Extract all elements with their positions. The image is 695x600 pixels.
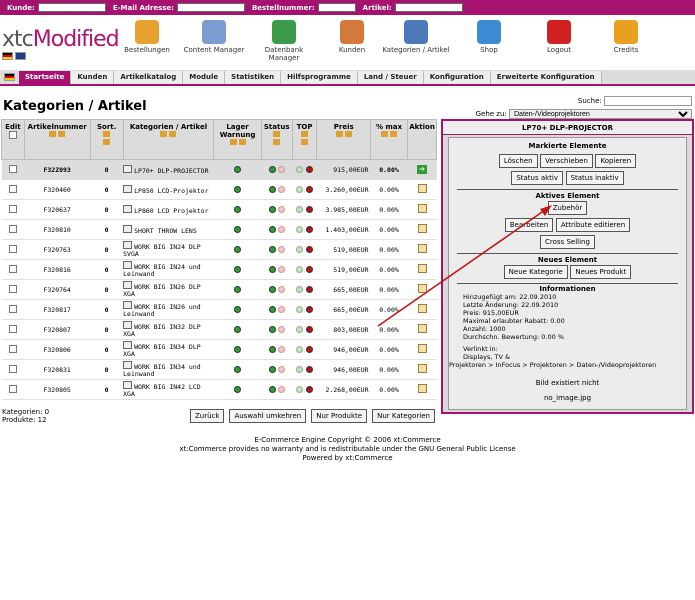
nav-label: Shop [480,46,498,54]
info-line: Letzte Änderung: 22.09.2010 [463,301,559,309]
tab-7[interactable]: Konfiguration [424,71,491,84]
table-button-3[interactable]: Nur Kategorien [372,409,435,423]
sort-order: 0 [90,240,123,260]
article-label: Artikel: [362,3,392,12]
sort-order: 0 [90,160,123,180]
price: 665,00EUR [317,300,371,320]
table-summary: Kategorien: 0 Produkte: 12 [2,408,50,424]
status-active-button[interactable]: Status aktiv [511,171,563,185]
tab-2[interactable]: Artikelkatalog [114,71,183,84]
max-discount: 0.00% [370,240,407,260]
tab-8[interactable]: Erweiterte Konfiguration [491,71,602,84]
article-number: F320831 [24,360,90,380]
marked-heading: Markierte Elemente [528,142,607,150]
price: 946,00EUR [317,340,371,360]
max-discount: 0.00% [370,340,407,360]
col-stock[interactable]: Lager Warnung [214,120,261,160]
article-number: F320807 [24,320,90,340]
price: 2.268,00EUR [317,380,371,400]
col-price[interactable]: Preis [317,120,371,160]
info-line: Hinzugefügt am: 22.09.2010 [463,293,557,301]
nav-label: Logout [547,46,571,54]
copy-button[interactable]: Kopieren [595,154,636,168]
nav-label: Bestellungen [124,46,170,54]
max-discount: 0.00% [370,200,407,220]
col-category[interactable]: Kategorien / Artikel [123,120,214,160]
image-filename: no_image.jpg [543,394,592,402]
info-line: Anzahl: 1000 [463,325,506,333]
sort-order: 0 [90,300,123,320]
table-button-1[interactable]: Auswahl umkehren [229,409,306,423]
info-line: Preis: 915,00EUR [463,309,519,317]
order-label: Bestellnummer: [251,3,315,12]
goto-label: Gehe zu: [475,110,507,118]
product-name: WORK BIG IN26 und Leinwand [123,303,201,318]
tab-1[interactable]: Kunden [71,71,114,84]
arrow-right-icon[interactable]: ➜ [417,165,427,174]
price: 1.403,00EUR [317,220,371,240]
xtc-modified-logo: xtcModified [2,27,119,52]
copyright: E-Commerce Engine Copyright © 2006 xt:Commerce xt:Commerce provides no warranty and is redistributable under the GNU General Public License Powered by xt:Commerce [179,436,516,462]
search-label: Suche: [577,97,602,105]
col-action: Aktion [408,120,437,160]
sort-order: 0 [90,280,123,300]
nav-label: Credits [613,46,639,54]
product-name: WORK BIG IN24 und Leinwand [123,263,201,278]
product-name: WORK BIG IN42 LCD XGA [123,383,201,398]
sort-order: 0 [90,220,123,240]
product-name: LP70+ DLP-PROJECTOR [134,166,209,175]
col-artnr[interactable]: Artikelnummer [24,120,90,160]
article-number: F320817 [24,300,90,320]
sort-order: 0 [90,260,123,280]
product-name: WORK BIG IN24 DLP SVGA [123,243,201,258]
max-discount: 0.00% [370,260,407,280]
cross-selling-button[interactable]: Cross Selling [540,235,595,249]
col-max[interactable]: % max [370,120,407,160]
tab-5[interactable]: Hilfsprogramme [281,71,358,84]
article-number: F320460 [24,180,90,200]
sort-order: 0 [90,360,123,380]
active-heading: Aktives Element [535,192,600,200]
linked-in: Verlinkt in: Displays, TV & Projektoren > InFocus > Projektoren > Daten-/Videoprojektoren [449,345,657,369]
sort-order: 0 [90,380,123,400]
status-inactive-button[interactable]: Status inaktiv [566,171,624,185]
tab-6[interactable]: Land / Steuer [358,71,424,84]
article-number: F32Z093 [24,160,90,180]
product-name: LP860 LCD Projektor [134,206,209,215]
edit-button[interactable]: Bearbeiten [505,218,553,232]
info-line: Durchschn. Bewertung: 0.00 % [463,333,565,341]
col-edit: Edit [2,120,25,160]
accessories-button[interactable]: Zubehör [548,201,588,215]
price: 519,00EUR [317,240,371,260]
product-name: WORK BIG IN26 DLP XGA [123,283,201,298]
product-name: SHORT THROW LENS [134,226,197,235]
tab-4[interactable]: Statistiken [225,71,281,84]
sort-order: 0 [90,180,123,200]
price: 946,00EUR [317,360,371,380]
article-number: F320764 [24,280,90,300]
info-line: Maximal erlaubter Rabatt: 0.00 [463,317,565,325]
article-number: F320810 [24,220,90,240]
nav-label: Content Manager [183,46,245,54]
product-name: WORK BIG IN34 DLP XGA [123,343,201,358]
product-name: LP850 LCD-Projektor [134,186,209,195]
max-discount: 0.00% [370,220,407,240]
article-number: F320806 [24,340,90,360]
tab-3[interactable]: Module [183,71,225,84]
edit-attributes-button[interactable]: Attribute editieren [556,218,630,232]
nav-label: Kategorien / Artikel [382,46,450,54]
nav-label: Datenbank Manager [264,46,304,62]
max-discount: 0.00% [370,160,407,180]
product-name: WORK BIG IN32 DLP XGA [123,323,201,338]
max-discount: 0.00% [370,300,407,320]
max-discount: 0.00% [370,180,407,200]
product-name: WORK BIG IN34 und Leinwand [123,363,201,378]
max-discount: 0.00% [370,320,407,340]
price: 665,00EUR [317,280,371,300]
price: 519,00EUR [317,260,371,280]
article-number: F320805 [24,380,90,400]
email-label: E-Mail Adresse: [112,3,174,12]
max-discount: 0.00% [370,280,407,300]
image-missing-text: Bild existiert nicht [535,379,600,387]
article-number: F320637 [24,200,90,220]
sort-order: 0 [90,340,123,360]
nav-label: Kunden [338,46,366,54]
info-heading: Informationen [539,285,596,293]
panel-title: LP70+ DLP-PROJECTOR [443,121,692,135]
price: 3.260,00EUR [317,180,371,200]
max-discount: 0.00% [370,360,407,380]
col-status[interactable]: Status [261,120,292,160]
sort-order: 0 [90,320,123,340]
price: 915,00EUR [317,160,371,180]
customer-label: Kunde: [7,3,35,12]
max-discount: 0.00% [370,380,407,400]
article-number: F320763 [24,240,90,260]
sort-order: 0 [90,200,123,220]
table-button-0[interactable]: Zurück [190,409,224,423]
article-number: F320816 [24,260,90,280]
price: 3.985,00EUR [317,200,371,220]
price: 803,00EUR [317,320,371,340]
move-button[interactable]: Verschieben [540,154,593,168]
tab-0[interactable]: Startseite [19,71,71,84]
page-title: Kategorien / Artikel [3,99,147,114]
col-sort[interactable]: Sort. [90,120,123,160]
new-category-button[interactable]: Neue Kategorie [504,265,568,279]
table-button-2[interactable]: Nur Produkte [311,409,367,423]
col-top[interactable]: TOP [292,120,317,160]
new-heading: Neues Element [537,256,598,264]
delete-button[interactable]: Löschen [499,154,538,168]
new-product-button[interactable]: Neues Produkt [570,265,631,279]
